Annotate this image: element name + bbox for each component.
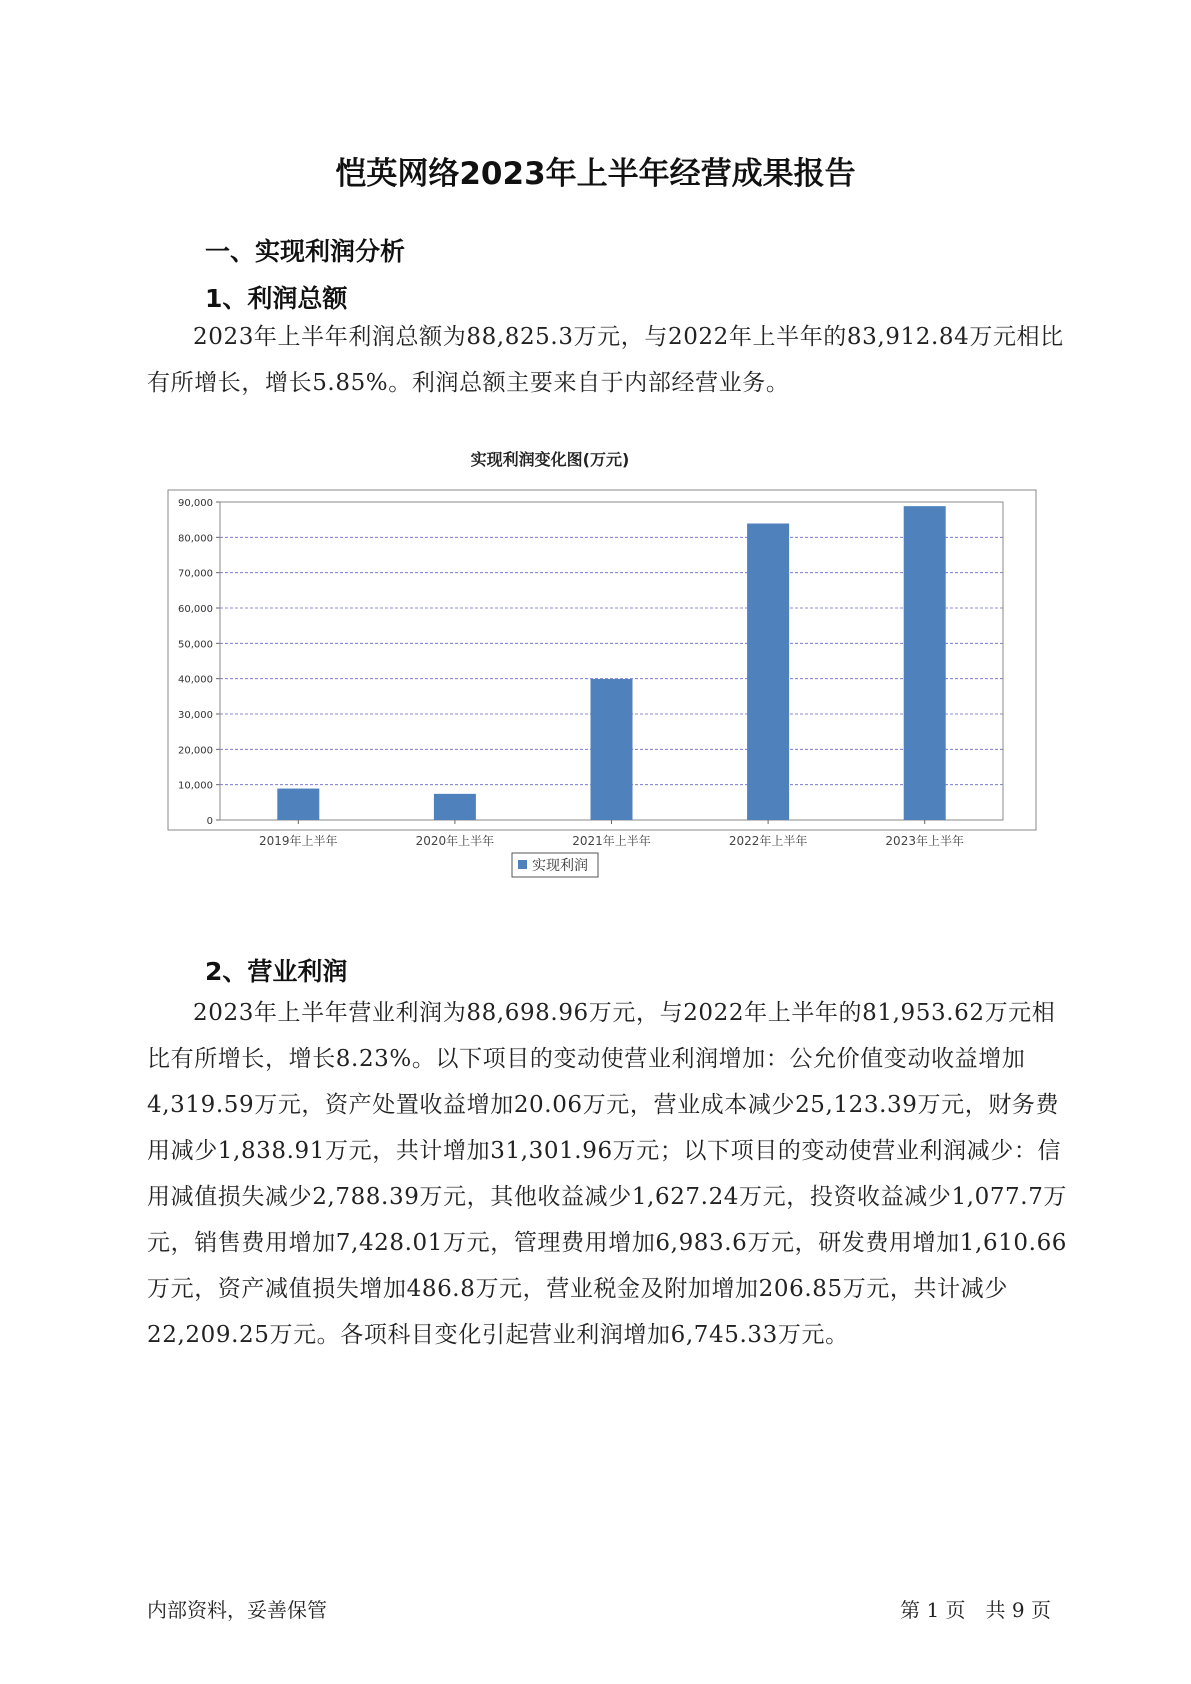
y-tick-label: 60,000 <box>178 604 213 615</box>
y-tick-label: 90,000 <box>178 498 213 509</box>
chart-title: 实现利润变化图(万元) <box>470 450 630 469</box>
x-tick-label: 2022年上半年 <box>728 834 808 848</box>
bar <box>747 524 789 820</box>
bar <box>904 506 946 820</box>
y-tick-label: 10,000 <box>178 780 213 792</box>
y-tick-label: 20,000 <box>178 745 213 757</box>
document-title: 恺英网络2023年上半年经营成果报告 <box>335 156 856 192</box>
x-tick-label: 2021年上半年 <box>572 834 651 848</box>
bar <box>591 679 633 820</box>
footer-confidential: 内部资料，妥善保管 <box>147 1598 327 1622</box>
y-tick-label: 80,000 <box>178 533 213 545</box>
legend-label: 实现利润 <box>532 858 588 874</box>
bar <box>434 794 476 820</box>
paragraph-operating-profit: 2023年上半年营业利润为88,698.96万元，与2022年上半年的81,953.62万元相比有所增长，增长8.23%。以下项目的变动使营业利润增加：公允价值变动收益增加4,319.59万元，资产处置收益增加20.06万元，营业成本减少25,123.39万元，财务费用减少1,838.91万元，共计增加31,301.96万元；以下项目的变动使营业利润减少：信用减值损失减少2,788.39万元，其他收益减少1,627.24万元，投资收益减少1,077.7万元，销售费用增加7,428.01万元，管理费用增加6,983.6万元，研发费用增加1,610.66万元，资产减值损失增加486.8万元，营业税金及附加增加206.85万元，共计减少22,209.25万元。各项科目变化引起营业利润增加6,745.33万元。 <box>147 1000 1068 1348</box>
subheading-operating-profit: 2、营业利润 <box>205 957 348 986</box>
y-tick-label: 30,000 <box>178 710 213 721</box>
profit-bar-chart <box>140 445 1060 915</box>
chart-legend <box>512 853 598 877</box>
y-tick-label: 70,000 <box>178 568 213 580</box>
subheading-total-profit: 1、利润总额 <box>205 284 348 313</box>
paragraph-total-profit: 2023年上半年利润总额为88,825.3万元，与2022年上半年的83,912.84万元相比有所增长，增长5.85%。利润总额主要来自于内部经营业务。 <box>147 324 1064 396</box>
bar <box>277 789 319 820</box>
chart-svg <box>140 445 1060 915</box>
x-tick-label: 2020年上半年 <box>415 834 495 848</box>
y-tick-label: 40,000 <box>178 674 213 686</box>
y-tick-label: 50,000 <box>178 639 213 651</box>
x-tick-label: 2019年上半年 <box>259 834 338 848</box>
x-tick-label: 2023年上半年 <box>885 834 964 848</box>
legend-swatch <box>518 860 527 869</box>
section-heading-profit-analysis: 一、实现利润分析 <box>205 237 406 266</box>
y-tick-label: 0 <box>206 816 213 827</box>
footer-page-number: 第 1 页 共 9 页 <box>900 1598 1051 1622</box>
